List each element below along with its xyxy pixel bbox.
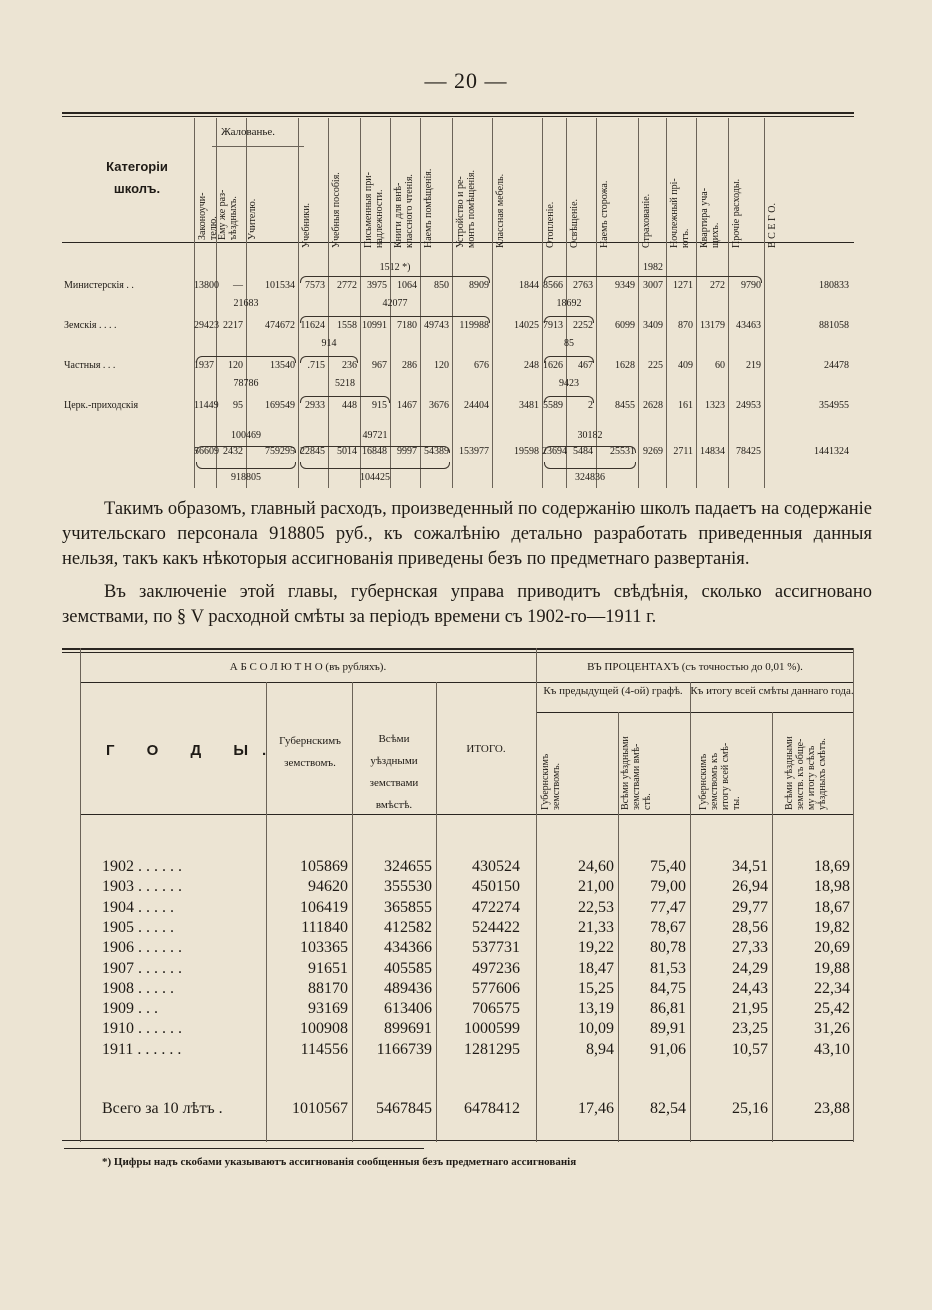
table-cell: 365855 xyxy=(384,898,432,916)
column-header: В С Е Г О. xyxy=(767,203,778,248)
column-divider xyxy=(764,118,765,488)
school-expenses-table xyxy=(62,112,854,488)
table-cell: 95 xyxy=(233,400,243,411)
row-label: Земскiя . . . . xyxy=(64,320,117,331)
brace xyxy=(300,462,450,469)
table-cell: 613406 xyxy=(384,1000,432,1018)
table-cell: 272 xyxy=(710,280,725,291)
table-cell: 79,00 xyxy=(650,878,686,896)
annotation-total: 5218 xyxy=(335,378,355,389)
table-cell: 91,06 xyxy=(650,1040,686,1058)
total-cell: 82,54 xyxy=(650,1100,686,1117)
table-cell: 1844 xyxy=(519,280,539,291)
column-divider xyxy=(666,118,667,488)
table-cell: 26,94 xyxy=(732,878,768,896)
footnote-rule xyxy=(64,1148,424,1149)
table-cell: 450150 xyxy=(472,878,520,896)
col-pct-uezd-header: Всѣми уѣздными земствами вмѣ- стѣ. xyxy=(620,736,653,810)
table-cell: 286 xyxy=(402,360,417,371)
col-gub-header: Губернскимъ земствомъ. xyxy=(279,735,341,769)
column-header: Учителю. xyxy=(247,198,258,240)
table-cell: 489436 xyxy=(384,979,432,997)
table-cell: 77,47 xyxy=(650,898,686,916)
table-cell: 54389 xyxy=(424,446,449,457)
table-cell: 25,42 xyxy=(814,1000,850,1018)
table-cell: 86,81 xyxy=(650,1000,686,1018)
table-cell: 3007 xyxy=(643,280,663,291)
col-uezd-header: Всѣми уѣздными земствами вмѣстѣ. xyxy=(369,733,419,811)
table-cell: 23,25 xyxy=(732,1020,768,1038)
table-cell: 7573 xyxy=(305,280,325,291)
table-cell: 354955 xyxy=(819,400,849,411)
table-cell: 524422 xyxy=(472,918,520,936)
col-pct-uezd-estimate-header: Всѣми уѣздными земств. къ обще- му итогу всѣхъ уѣздныхъ смѣтъ. xyxy=(784,736,828,810)
total-cell: 23,88 xyxy=(814,1100,850,1117)
column-header: Законоучи- телю. xyxy=(197,192,219,240)
table-cell: 10,09 xyxy=(578,1020,614,1038)
table-cell: 43,10 xyxy=(814,1040,850,1058)
table-cell: 8455 xyxy=(615,400,635,411)
table-cell: 15,25 xyxy=(578,979,614,997)
table-cell: 161 xyxy=(678,400,693,411)
table-cell: 75,40 xyxy=(650,858,686,875)
table-cell: 13540 xyxy=(270,360,295,371)
table-cell: 706575 xyxy=(472,1000,520,1018)
table-cell: 13,19 xyxy=(578,1000,614,1018)
table-cell: 448 xyxy=(342,400,357,411)
table-cell: 676 xyxy=(474,360,489,371)
table-cell: 94620 xyxy=(308,878,348,896)
table-cell: 1271 xyxy=(673,280,693,291)
table-cell: 2252 xyxy=(573,320,593,331)
table-cell: 14834 xyxy=(700,446,725,457)
column-header: Ему же раз- ъѣздныхъ. xyxy=(217,189,239,240)
row-label: Министерскiя . . xyxy=(64,280,134,291)
table-cell: 20,69 xyxy=(814,939,850,957)
table-cell: 14025 xyxy=(514,320,539,331)
table-cell: 967 xyxy=(372,360,387,371)
table-cell: 19598 xyxy=(514,446,539,457)
column-divider xyxy=(728,118,729,488)
column-header: Классная мебель. xyxy=(495,173,506,248)
table-cell: 5014 xyxy=(337,446,357,457)
column-header: Прочiе расходы. xyxy=(731,178,742,248)
row-label: Частныя . . . xyxy=(64,360,116,371)
table-cell: .715 xyxy=(307,360,325,371)
paragraph-summary: Такимъ образомъ, главный расходъ, произведенный по содержанiю школъ падаетъ на содержанiе учительскаго персонала 918805 руб., къ сожалѣнiю детально разработать приведенныя данныя нельзя, такъ какъ нѣкоторыя ассигнованiя приведены безъ по предметнаго развертанiя. xyxy=(62,499,872,569)
table-cell: 899691 xyxy=(384,1020,432,1038)
table-cell: 105869 xyxy=(300,858,348,875)
column-divider xyxy=(492,118,493,488)
annotation-total: 324836 xyxy=(575,472,605,483)
table-cell: 28,56 xyxy=(732,918,768,936)
table-cell: 324655 xyxy=(384,858,432,875)
column-header: Страхованiе. xyxy=(641,193,652,248)
table-cell: 31,26 xyxy=(814,1020,850,1038)
annotation-total: 918805 xyxy=(231,472,261,483)
table-cell: 537731 xyxy=(472,939,520,957)
table-cell: 84,75 xyxy=(650,979,686,997)
column-header: Квартира уча- щихъ. xyxy=(699,187,721,248)
table-cell: 24953 xyxy=(736,400,761,411)
year-label: 1906 . . . . . . xyxy=(102,939,182,957)
table-cell: 1000599 xyxy=(464,1020,520,1038)
table-cell: 21,95 xyxy=(732,1000,768,1018)
year-label: 1911 . . . . . . xyxy=(102,1040,182,1058)
annotation-total: 1512 *) xyxy=(379,262,411,273)
table-cell: 8566 xyxy=(543,280,563,291)
table-cell: 9997 xyxy=(397,446,417,457)
table-cell: 88170 xyxy=(308,979,348,997)
table-cell: 915 xyxy=(372,400,387,411)
table-cell: 9790 xyxy=(741,280,761,291)
table-cell: 1064 xyxy=(397,280,417,291)
table-cell: 120 xyxy=(434,360,449,371)
table-cell: 80,78 xyxy=(650,939,686,957)
table-cell: 1166739 xyxy=(376,1040,432,1058)
table-cell: 114556 xyxy=(300,1040,348,1058)
table-cell: 25531 xyxy=(610,446,635,457)
col-pct-gub-header: Губернскимъ земствомъ. xyxy=(540,753,562,810)
year-label: 1902 . . . . . . xyxy=(102,858,182,875)
table-cell: 472274 xyxy=(472,898,520,916)
table-cell: 24478 xyxy=(824,360,849,371)
prev-graph-header: Къ предыдущей (4-ой) графѣ. xyxy=(543,685,683,697)
brace xyxy=(196,356,296,363)
table-cell: 3975 xyxy=(367,280,387,291)
annotation-total: 49721 xyxy=(362,430,388,441)
table-cell: 248 xyxy=(524,360,539,371)
annotation-total: 30182 xyxy=(577,430,603,441)
annotation-total: 104425 xyxy=(360,472,390,483)
table-cell: 7180 xyxy=(397,320,417,331)
table-cell: 430524 xyxy=(472,858,520,875)
table-cell: 23694 xyxy=(542,446,567,457)
table-cell: 2 xyxy=(588,400,593,411)
table-cell: 10,57 xyxy=(732,1040,768,1058)
table-cell: 881058 xyxy=(819,320,849,331)
table-cell: 497236 xyxy=(472,959,520,977)
table-cell: 16848 xyxy=(362,446,387,457)
annotation-total: 1982 xyxy=(643,262,663,273)
table-cell: 409 xyxy=(678,360,693,371)
table-cell: 10991 xyxy=(362,320,387,331)
table-cell: 21,00 xyxy=(578,878,614,896)
table-cell: 78425 xyxy=(736,446,761,457)
table-cell: 89,91 xyxy=(650,1020,686,1038)
table-cell: 870 xyxy=(678,320,693,331)
column-header: Наемъ сторожа. xyxy=(599,180,610,248)
table-cell: 225 xyxy=(648,360,663,371)
table-cell: 103365 xyxy=(300,939,348,957)
table-cell: 2711 xyxy=(673,446,693,457)
table-cell: 29423 xyxy=(194,320,219,331)
table-cell: 2772 xyxy=(337,280,357,291)
table-cell: 19,22 xyxy=(578,939,614,957)
brace xyxy=(544,462,636,469)
table-cell: 100908 xyxy=(300,1020,348,1038)
table-cell: 169549 xyxy=(265,400,295,411)
table-cell: 11449 xyxy=(194,400,219,411)
table-cell: 18,47 xyxy=(578,959,614,977)
table-cell: 18,67 xyxy=(814,898,850,916)
table-cell: 27,33 xyxy=(732,939,768,957)
absolute-header: А Б С О Л Ю Т Н О (въ рубляхъ). xyxy=(229,661,387,673)
table-cell: 29,77 xyxy=(732,898,768,916)
total-cell: 17,46 xyxy=(578,1100,614,1117)
brace xyxy=(300,316,490,323)
table-cell: 467 xyxy=(578,360,593,371)
table-cell: 119988 xyxy=(459,320,489,331)
total-cell: 6478412 xyxy=(464,1100,520,1117)
table-cell: — xyxy=(233,280,243,291)
annotation-total: 914 xyxy=(321,338,337,349)
table-cell: 101534 xyxy=(265,280,295,291)
table-cell: 22,53 xyxy=(578,898,614,916)
table-cell: 22845 xyxy=(300,446,325,457)
annotation-total: 100469 xyxy=(231,430,261,441)
brace xyxy=(300,396,390,403)
column-header: Ночлежный прi- ютъ. xyxy=(669,178,691,248)
year-label: 1907 . . . . . . xyxy=(102,959,182,977)
column-header: Учебныя пособiя. xyxy=(331,172,342,248)
total-cell: 25,16 xyxy=(732,1100,768,1117)
table-cell: 2933 xyxy=(305,400,325,411)
column-divider xyxy=(638,118,639,488)
year-label: 1904 . . . . . xyxy=(102,898,174,916)
table-cell: 434366 xyxy=(384,939,432,957)
table-cell: 1626 xyxy=(543,360,563,371)
body-text xyxy=(62,497,872,638)
table-cell: 8909 xyxy=(469,280,489,291)
table-cell: 9269 xyxy=(643,446,663,457)
column-header: Книги для внѣ- классного чтенiя. xyxy=(393,174,415,248)
table-cell: 78,67 xyxy=(650,918,686,936)
salary-group-rule xyxy=(212,146,304,147)
table-cell: 2217 xyxy=(223,320,243,331)
annotation-total: 18692 xyxy=(556,298,582,309)
col-total-header: ИТОГО. xyxy=(466,743,506,755)
column-header: Освѣщенiе. xyxy=(569,198,580,248)
year-label: 1903 . . . . . . xyxy=(102,878,182,896)
table-cell: 759295 xyxy=(265,446,295,457)
column-header: Учебники. xyxy=(301,202,312,248)
table-cell: 13800 xyxy=(194,280,219,291)
table-cell: 34,51 xyxy=(732,858,768,875)
table-cell: 24404 xyxy=(464,400,489,411)
table-cell: 93169 xyxy=(308,1000,348,1018)
year-label: 1905 . . . . . xyxy=(102,918,174,936)
category-header: Категорiи школъ. xyxy=(106,159,168,196)
annotation-total: 42077 xyxy=(382,298,408,309)
table-cell: 106419 xyxy=(300,898,348,916)
years-header: Г О Д Ы. xyxy=(106,742,281,759)
salary-group-header: Жалованье. xyxy=(220,126,276,138)
table-cell: 1281295 xyxy=(464,1040,520,1058)
brace xyxy=(544,396,594,403)
table-cell: 81,53 xyxy=(650,959,686,977)
year-label: 1910 . . . . . . xyxy=(102,1020,182,1038)
annotation-total: 21683 xyxy=(233,298,259,309)
annotation-total: 85 xyxy=(564,338,574,349)
brace xyxy=(544,276,762,283)
annotation-total: 78786 xyxy=(233,378,259,389)
total-estimate-header: Къ итогу всей смѣты даннаго года. xyxy=(690,685,854,697)
table-cell: 355530 xyxy=(384,878,432,896)
table-cell: 19,82 xyxy=(814,918,850,936)
table-cell: 9349 xyxy=(615,280,635,291)
table-cell: 2763 xyxy=(573,280,593,291)
paragraph-intro-table: Въ заключенiе этой главы, губернская управа приводитъ свѣдѣнiя, сколько ассигновано земствами, по § V расходной смѣты за перiодъ времени съ 1902-го—1911 г. xyxy=(62,582,872,627)
col-pct-gub-estimate-header: Губернскимъ земствомъ къ итогу всей смѣ- ты. xyxy=(698,742,742,810)
column-header: Отопленiе. xyxy=(545,201,556,248)
brace xyxy=(544,356,594,363)
brace xyxy=(544,316,594,323)
column-header: Наемъ помѣщенiя. xyxy=(423,168,434,248)
table-cell: 6099 xyxy=(615,320,635,331)
column-header: Устройство и ре- монтъ помѣщенiя. xyxy=(455,169,477,248)
table-cell: 3409 xyxy=(643,320,663,331)
table-cell: 13179 xyxy=(700,320,725,331)
table-cell: 24,29 xyxy=(732,959,768,977)
table-cell: 24,43 xyxy=(732,979,768,997)
table-cell: 60 xyxy=(715,360,725,371)
table-cell: 405585 xyxy=(384,959,432,977)
page-number: — 20 — xyxy=(424,68,508,93)
table-cell: 111840 xyxy=(301,918,348,936)
table-cell: 1628 xyxy=(615,360,635,371)
table-cell: 412582 xyxy=(384,918,432,936)
table-cell: 5484 xyxy=(573,446,593,457)
total-cell: 5467845 xyxy=(376,1100,432,1117)
table-cell: 11624 xyxy=(300,320,325,331)
table-cell: 22,34 xyxy=(814,979,850,997)
table-cell: 2432 xyxy=(223,446,243,457)
table-cell: 91651 xyxy=(308,959,348,977)
table-cell: 1937 xyxy=(194,360,214,371)
brace xyxy=(300,276,490,283)
table-cell: 1558 xyxy=(337,320,357,331)
table-cell: 120 xyxy=(228,360,243,371)
table-cell: 153977 xyxy=(459,446,489,457)
total-cell: 1010567 xyxy=(292,1100,348,1117)
brace xyxy=(196,446,296,453)
annotation-total: 9423 xyxy=(559,378,579,389)
table-cell: 43463 xyxy=(736,320,761,331)
table-cell: 21,33 xyxy=(578,918,614,936)
table-cell: 236 xyxy=(342,360,357,371)
column-divider xyxy=(696,118,697,488)
table-cell: 219 xyxy=(746,360,761,371)
table-cell: 577606 xyxy=(472,979,520,997)
row-label: Церк.-приходскiя xyxy=(64,400,139,411)
table-cell: 5589 xyxy=(543,400,563,411)
brace xyxy=(300,356,358,363)
table-cell: 3481 xyxy=(519,400,539,411)
table-cell: 180833 xyxy=(819,280,849,291)
table-cell: 8,94 xyxy=(586,1040,614,1058)
brace xyxy=(300,446,450,453)
footnote: *) Цифры надъ скобами указываютъ ассигнованiя сообщенныя безъ предметнаго ассигнованiя xyxy=(102,1156,577,1168)
total-label: Всего за 10 лѣтъ . xyxy=(102,1100,223,1117)
zemstvo-allocations-table xyxy=(80,648,854,1142)
table-cell: 49743 xyxy=(424,320,449,331)
table-cell: 19,88 xyxy=(814,959,850,977)
table-cell: 474672 xyxy=(265,320,295,331)
table-cell: 56609 xyxy=(194,446,219,457)
table-cell: 1441324 xyxy=(814,446,849,457)
table-cell: 24,60 xyxy=(578,858,614,875)
percent-header: ВЪ ПРОЦЕНТАХЪ (съ точностью до 0,01 %). xyxy=(587,661,803,673)
table-cell: 1323 xyxy=(705,400,725,411)
year-label: 1909 . . . xyxy=(102,1000,158,1018)
table-cell: 3676 xyxy=(429,400,449,411)
year-label: 1908 . . . . . xyxy=(102,979,174,997)
table-cell: 850 xyxy=(434,280,449,291)
column-header: Письменныя при- надлежности. xyxy=(363,172,385,248)
table-cell: 2628 xyxy=(643,400,663,411)
table-cell: 7913 xyxy=(543,320,563,331)
brace xyxy=(196,462,296,469)
table-cell: 18,98 xyxy=(814,878,850,896)
table-cell: 1467 xyxy=(397,400,417,411)
table-cell: 18,69 xyxy=(814,858,850,875)
brace xyxy=(544,446,636,453)
